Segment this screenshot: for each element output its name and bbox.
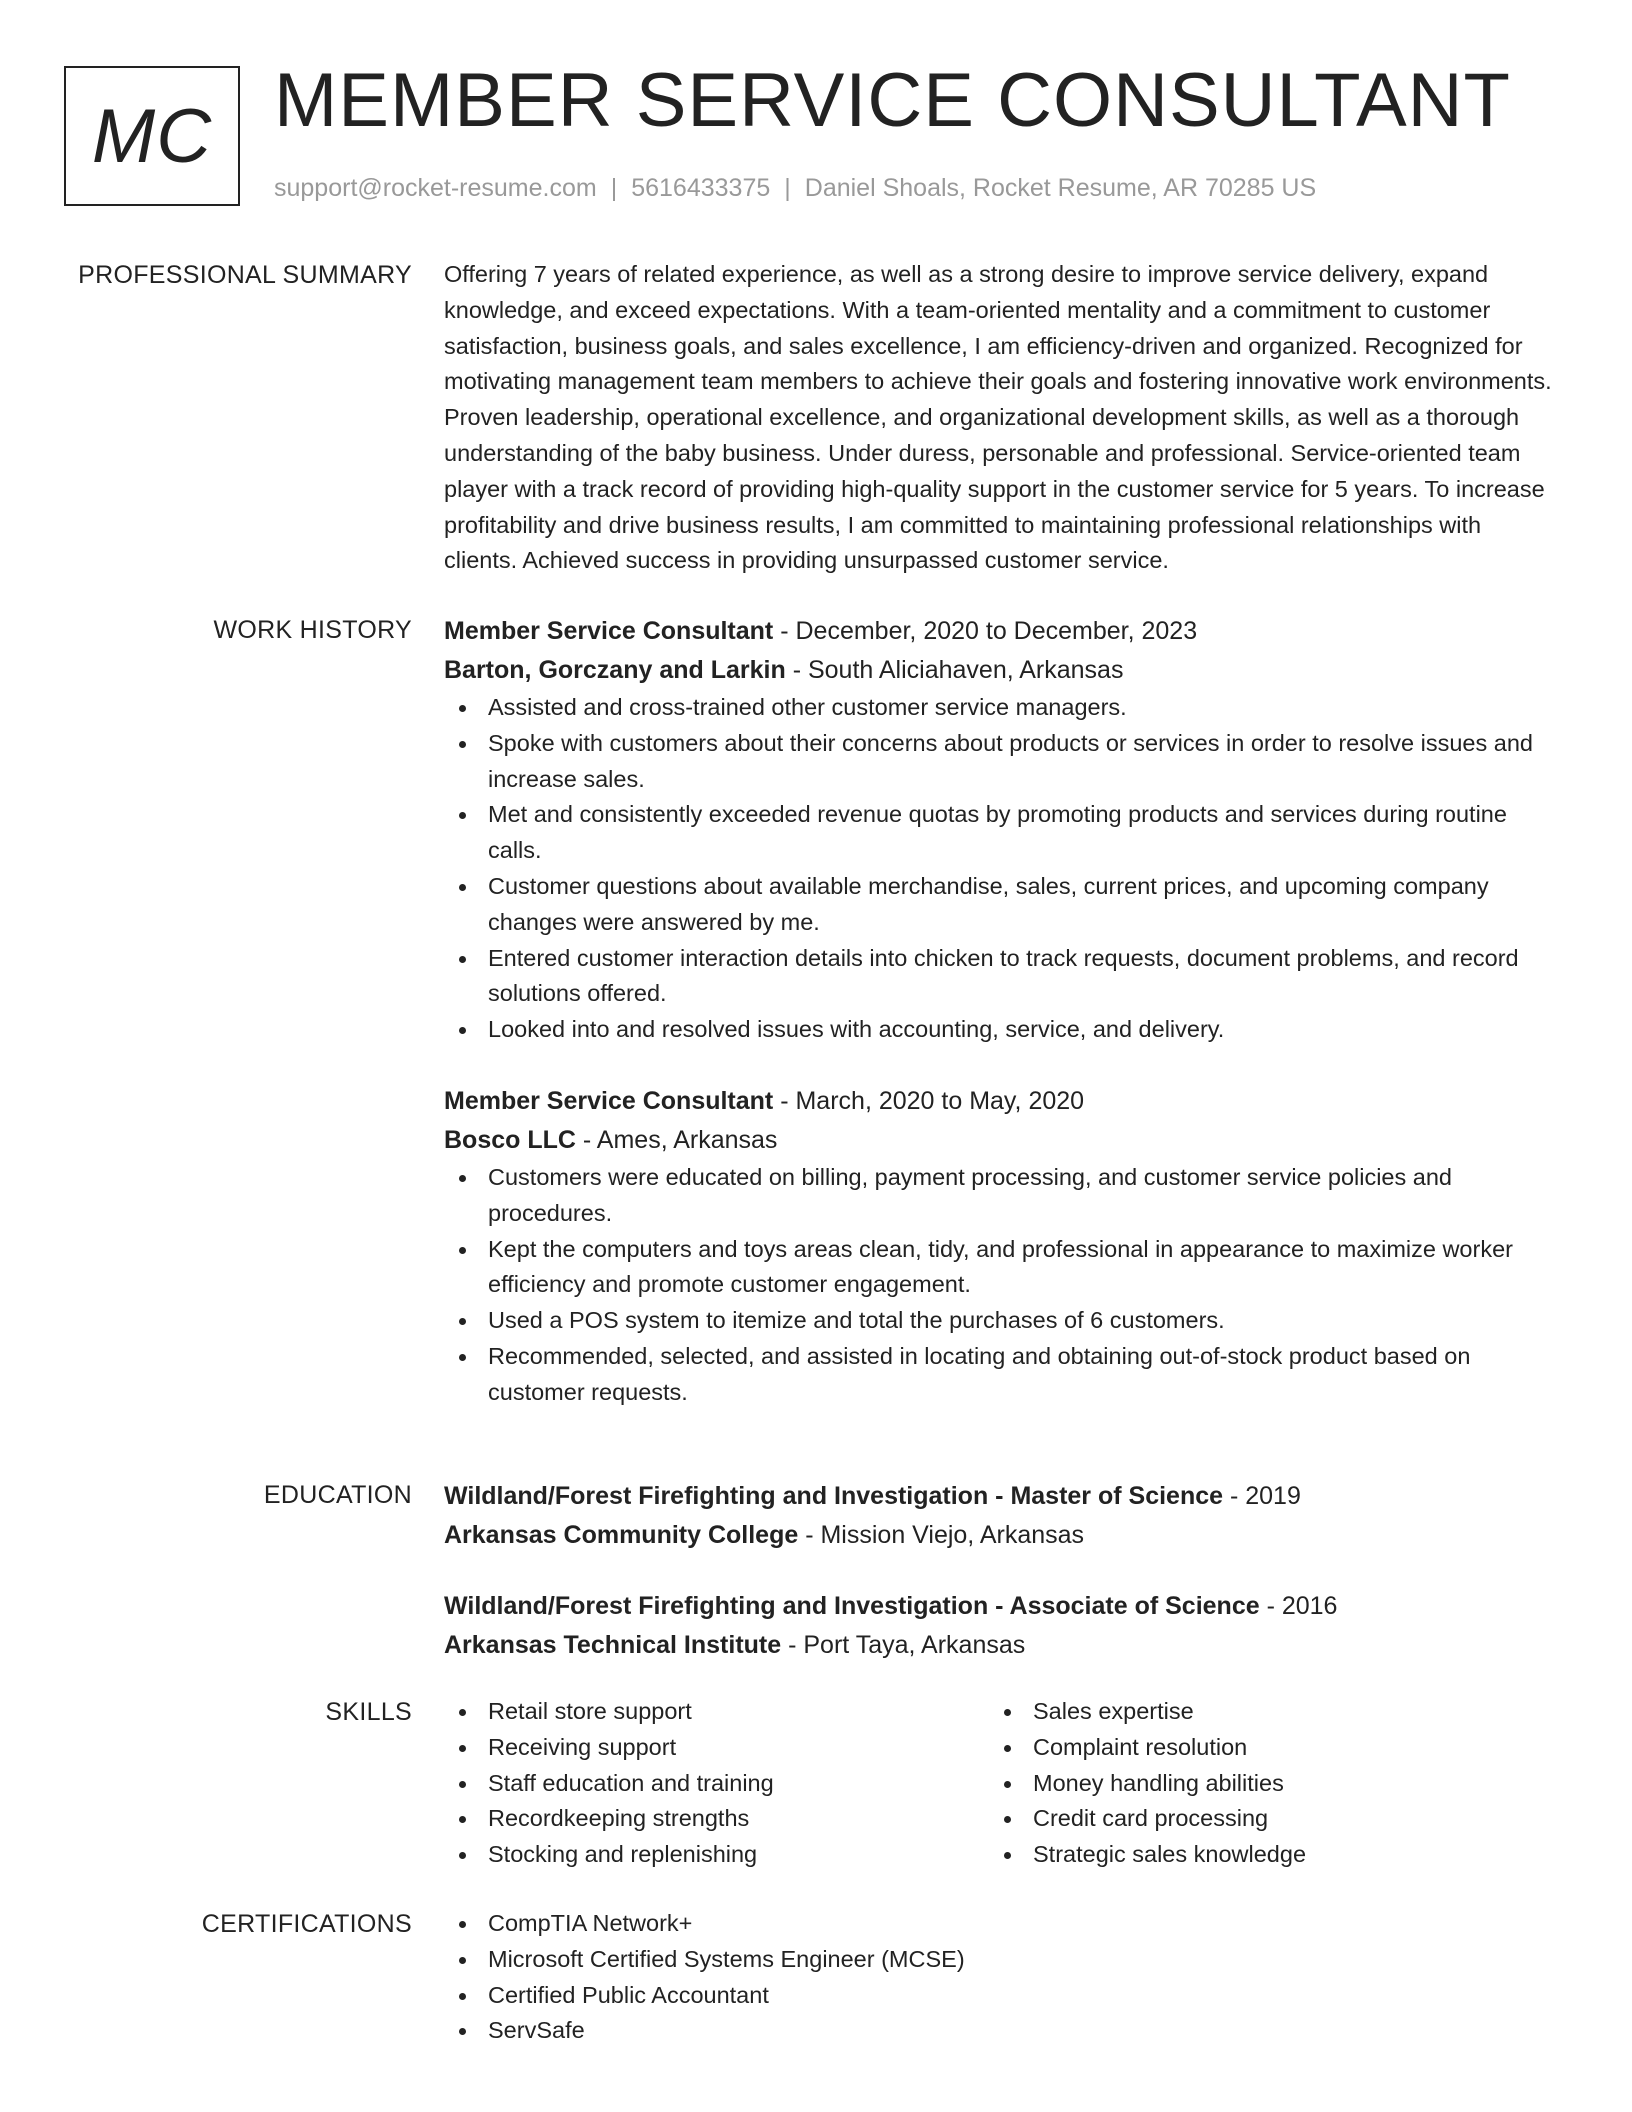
education-school-line: [444, 1626, 1554, 1665]
monogram-initials: MC: [91, 93, 213, 179]
education-school-line: [444, 1516, 1554, 1555]
job-title-line: [444, 1082, 1554, 1121]
education-entry: [444, 1587, 1554, 1665]
resume-title: MEMBER SERVICE CONSULTANT: [274, 58, 1511, 143]
skill-item: Money handling abilities: [989, 1766, 1529, 1802]
job-company: Barton, Gorczany and Larkin: [444, 656, 786, 684]
monogram-box: [64, 66, 240, 206]
section-label-skills: SKILLS: [325, 1698, 412, 1726]
education-year: - 2019: [1223, 1482, 1301, 1510]
education-degree: Wildland/Forest Firefighting and Investigation - Master of Science: [444, 1482, 1224, 1510]
contact-line: [274, 174, 1316, 203]
section-label-summary: PROFESSIONAL SUMMARY: [78, 261, 412, 289]
job-company-line: [444, 1121, 1554, 1160]
job-company: Bosco LLC: [444, 1125, 576, 1154]
job-title-line: [444, 612, 1554, 651]
job-bullet: Looked into and resolved issues with accounting, service, and delivery.: [444, 1012, 1554, 1048]
job-bullet: Used a POS system to itemize and total the purchases of 6 customers.: [444, 1303, 1554, 1339]
education-year: - 2016: [1259, 1592, 1338, 1620]
job-company-line: [444, 651, 1554, 690]
skill-item: Retail store support: [444, 1694, 984, 1730]
skills-list-right: [989, 1694, 1529, 1873]
job-bullet-list: [444, 690, 1554, 1048]
job-bullet: Assisted and cross-trained other customer service managers.: [444, 690, 1554, 726]
summary-text: Offering 7 years of related experience, as well as a strong desire to improve service delivery, expand knowledge, and exceed expectations. With a team-oriented mentality and a commitment to customer satisfaction, business goals, and sales excellence, I am efficiency-driven and organized. Recognized for motivating management team members to achieve their goals and fostering innovative work environments. Proven leadership, operational excellence, and organizational development skills, as well as a thorough understanding of the baby business. Under duress, personable and professional. Service-oriented team player with a track record of providing high-quality support in the customer service for 5 years. To increase profitability and drive business results, I am committed to maintaining professional relationships with clients. Achieved success in providing unsurpassed customer service.: [444, 261, 1552, 574]
skill-item: Staff education and training: [444, 1766, 984, 1802]
job-bullet: Met and consistently exceeded revenue quotas by promoting products and services during routine calls.: [444, 797, 1554, 869]
job-location: - Ames, Arkansas: [575, 1125, 778, 1154]
contact-separator: |: [784, 174, 791, 202]
education-degree-line: [444, 1477, 1554, 1516]
work-history-body: [444, 612, 1554, 1411]
skill-item: Complaint resolution: [989, 1730, 1529, 1766]
job-title: Member Service Consultant: [444, 617, 774, 645]
job-bullet: Customers were educated on billing, payment processing, and customer service policies and procedures.: [444, 1160, 1554, 1232]
job-location: - South Aliciahaven, Arkansas: [785, 656, 1124, 684]
skill-item: Sales expertise: [989, 1694, 1529, 1730]
education-entry: [444, 1477, 1554, 1555]
contact-address: Daniel Shoals, Rocket Resume, AR 70285 US: [804, 174, 1317, 202]
job-bullet: Kept the computers and toys areas clean, tidy, and professional in appearance to maximize worker efficiency and promote customer engagement.: [444, 1232, 1554, 1304]
skill-item: Strategic sales knowledge: [989, 1837, 1529, 1873]
certification-item: ServSafe: [444, 2013, 1554, 2049]
education-school: Arkansas Community College: [444, 1521, 799, 1549]
job-bullet: Recommended, selected, and assisted in locating and obtaining out-of-stock product based on customer requests.: [444, 1339, 1554, 1411]
job-bullet: Spoke with customers about their concerns about products or services in order to resolve issues and increase sales.: [444, 726, 1554, 798]
skill-item: Receiving support: [444, 1730, 984, 1766]
section-label-certifications: CERTIFICATIONS: [201, 1910, 412, 1938]
skill-item: Recordkeeping strengths: [444, 1801, 984, 1837]
job-dates: - December, 2020 to December, 2023: [773, 617, 1198, 645]
job-bullet: Customer questions about available merchandise, sales, current prices, and upcoming company changes were answered by me.: [444, 869, 1554, 941]
education-school: Arkansas Technical Institute: [444, 1631, 782, 1659]
education-degree-line: [444, 1587, 1554, 1626]
job-title: Member Service Consultant: [444, 1086, 774, 1115]
contact-phone: 5616433375: [631, 174, 771, 202]
education-body: [444, 1477, 1554, 1665]
certifications-body: [444, 1906, 1554, 2049]
certification-item: Certified Public Accountant: [444, 1978, 1554, 2014]
certification-item: CompTIA Network+: [444, 1906, 1554, 1942]
certifications-list: [444, 1906, 1554, 2049]
job-entry: [444, 1082, 1554, 1411]
job-bullet: Entered customer interaction details into chicken to track requests, document problems, and record solutions offered.: [444, 941, 1554, 1013]
skill-item: Stocking and replenishing: [444, 1837, 984, 1873]
job-dates: - March, 2020 to May, 2020: [773, 1086, 1085, 1115]
education-degree: Wildland/Forest Firefighting and Investigation - Associate of Science: [444, 1592, 1260, 1620]
skills-list-left: [444, 1694, 984, 1873]
contact-separator: |: [610, 174, 618, 202]
education-location: - Port Taya, Arkansas: [781, 1631, 1026, 1659]
job-entry: [444, 612, 1554, 1048]
skill-item: Credit card processing: [989, 1801, 1529, 1837]
contact-email: support@rocket-resume.com: [274, 174, 597, 202]
section-label-work-history: WORK HISTORY: [213, 616, 412, 644]
certification-item: Microsoft Certified Systems Engineer (MCSE): [444, 1942, 1554, 1978]
education-location: - Mission Viejo, Arkansas: [798, 1521, 1085, 1549]
summary-body: [444, 257, 1554, 579]
job-bullet-list: [444, 1160, 1554, 1411]
section-label-education: EDUCATION: [263, 1481, 412, 1509]
